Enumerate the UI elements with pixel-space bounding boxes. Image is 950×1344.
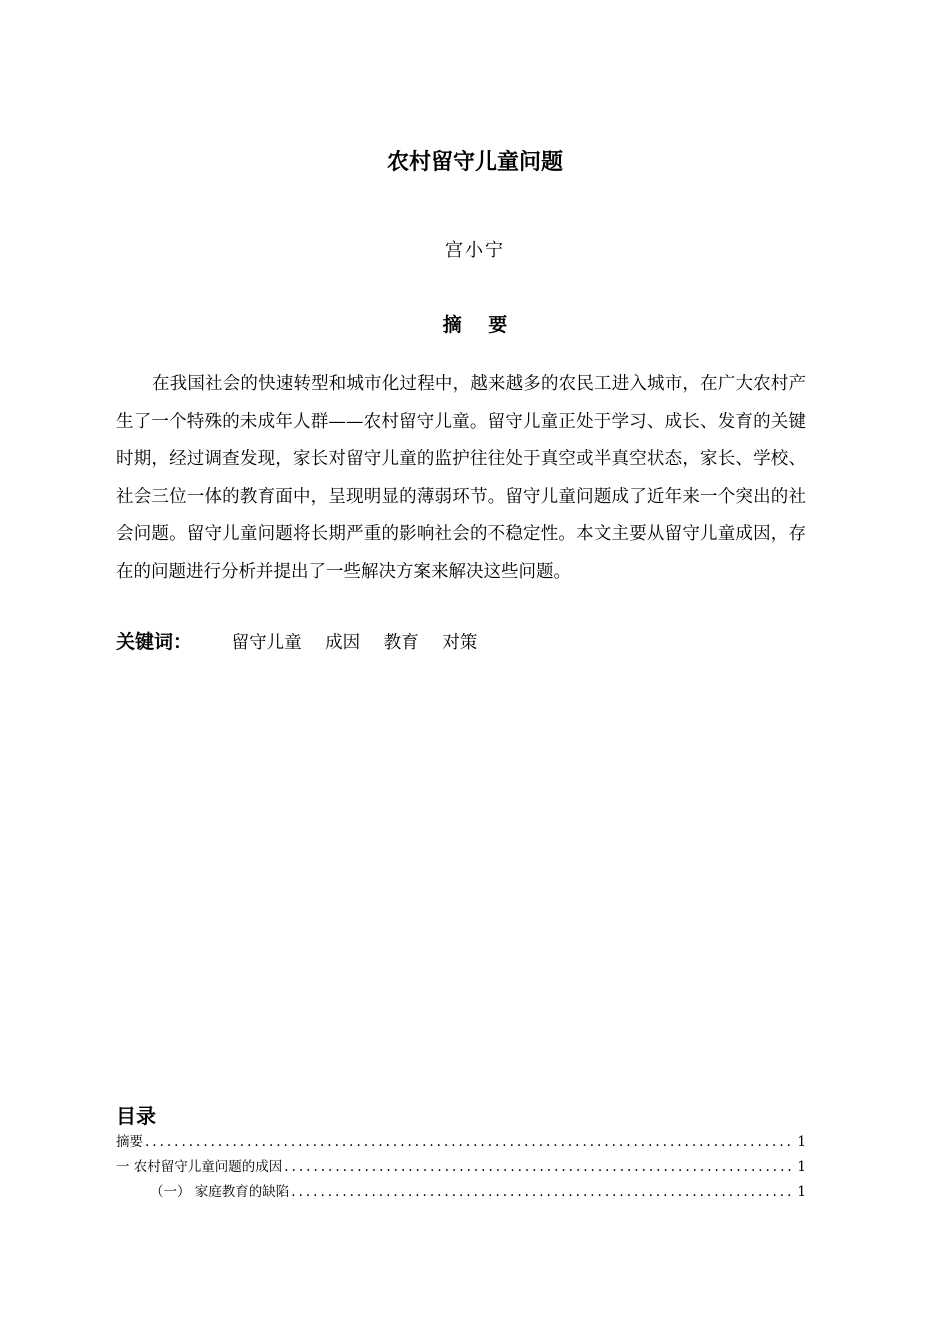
keyword: 成因 [325,633,361,653]
toc-leader-dots [284,1155,795,1180]
keywords-line [116,628,806,657]
toc-heading: 目录 [116,1104,156,1128]
toc-leader-dots [291,1180,795,1205]
toc-entry[interactable] [116,1180,806,1205]
document-title: 农村留守儿童问题 [386,150,563,175]
abstract-heading: 摘 要 [442,314,518,336]
toc-entry-text: 摘要 [116,1134,143,1150]
keyword: 教育 [383,633,419,653]
toc-entry-page: 1 [797,1159,806,1175]
toc-entry-page: 1 [797,1184,806,1200]
abstract-body: 在我国社会的快速转型和城市化过程中，越来越多的农民工进入城市，在广大农村产生了一个特殊的未成年人群——农村留守儿童。留守儿童正处于学习、成长、发育的关键时期，经过调查发现，家长对留守儿童的监护往往处于真空或半真空状态，家长、学校、社会三位一体的教育面中，呈现明显的薄弱环节。留守儿童问题成了近年来一个突出的社会问题。留守儿童问题将长期严重的影响社会的不稳定性。本文主要从留守儿童成因，存在的问题进行分析并提出了一些解决方案来解决这些问题。 [116,374,806,582]
table-of-contents [116,1130,806,1205]
toc-entry-text: （一） 家庭教育的缺陷 [150,1184,290,1200]
toc-entry-page: 1 [797,1134,806,1150]
toc-entry-text: 一 农村留守儿童问题的成因 [116,1159,283,1175]
toc-entry[interactable] [116,1155,806,1180]
toc-leader-dots [145,1130,795,1155]
toc-entry[interactable] [116,1130,806,1155]
author-name: 宫小宁 [445,240,505,261]
keyword: 留守儿童 [231,633,302,653]
keywords-label: 关键词： [116,631,193,653]
keyword: 对策 [442,633,478,653]
